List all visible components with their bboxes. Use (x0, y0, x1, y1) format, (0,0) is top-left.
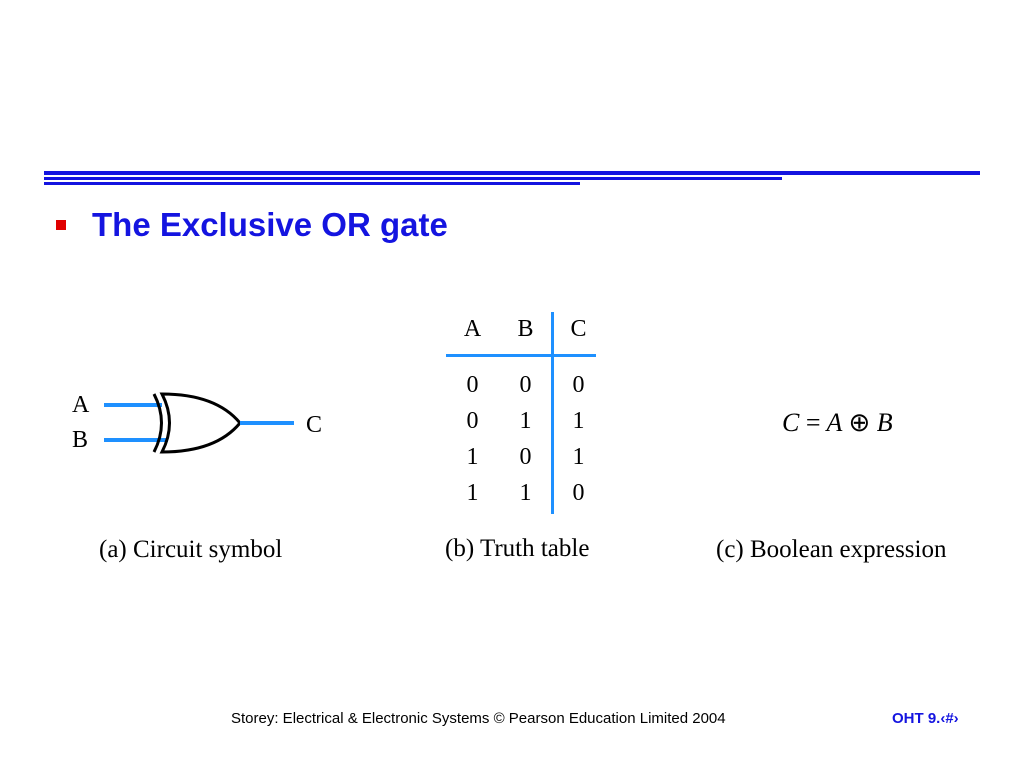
expr-a: A (826, 408, 842, 437)
table-row (446, 408, 605, 435)
footer-page-number: OHT 9.‹#› (892, 710, 959, 727)
cell-b: 0 (519, 372, 532, 398)
xor-gate-body (162, 394, 240, 452)
header-c: C (570, 316, 587, 342)
caption-truth-table: (b) Truth table (445, 535, 590, 562)
cell-a: 0 (466, 372, 479, 398)
input-label-a: A (72, 392, 90, 418)
header-rule (0, 0, 1024, 190)
cell-c: 1 (572, 408, 585, 434)
header-b: B (517, 316, 534, 342)
truth-table-header (446, 316, 605, 343)
bullet-item (56, 206, 448, 244)
xor-input-arc (154, 394, 162, 452)
caption-circuit-symbol: (a) Circuit symbol (99, 536, 283, 563)
xor-operator-icon: ⊕ (848, 408, 871, 437)
boolean-expression (782, 408, 893, 438)
table-row (446, 480, 605, 507)
cell-a: 0 (466, 408, 479, 434)
input-label-b: B (72, 427, 89, 453)
header-a: A (463, 316, 482, 342)
cell-a: 1 (466, 444, 479, 470)
expr-b: B (876, 408, 893, 437)
header-divider (446, 354, 596, 357)
cell-a: 1 (466, 480, 479, 506)
output-label-c: C (306, 412, 323, 438)
xor-gate-symbol (66, 380, 306, 460)
cell-b: 0 (519, 444, 532, 470)
slide-title: The Exclusive OR gate (92, 206, 448, 243)
cell-c: 1 (572, 444, 585, 470)
table-row (446, 372, 605, 399)
expr-equals: = (805, 408, 821, 437)
bullet-square-icon (56, 220, 66, 230)
cell-b: 1 (519, 408, 532, 434)
expr-lhs: C (782, 408, 800, 437)
footer-credit: Storey: Electrical & Electronic Systems © Pearson Education Limited 2004 (231, 710, 726, 727)
cell-c: 0 (572, 372, 585, 398)
table-row (446, 444, 605, 471)
caption-boolean-expression: (c) Boolean expression (716, 536, 947, 563)
cell-b: 1 (519, 480, 532, 506)
cell-c: 0 (572, 480, 585, 506)
